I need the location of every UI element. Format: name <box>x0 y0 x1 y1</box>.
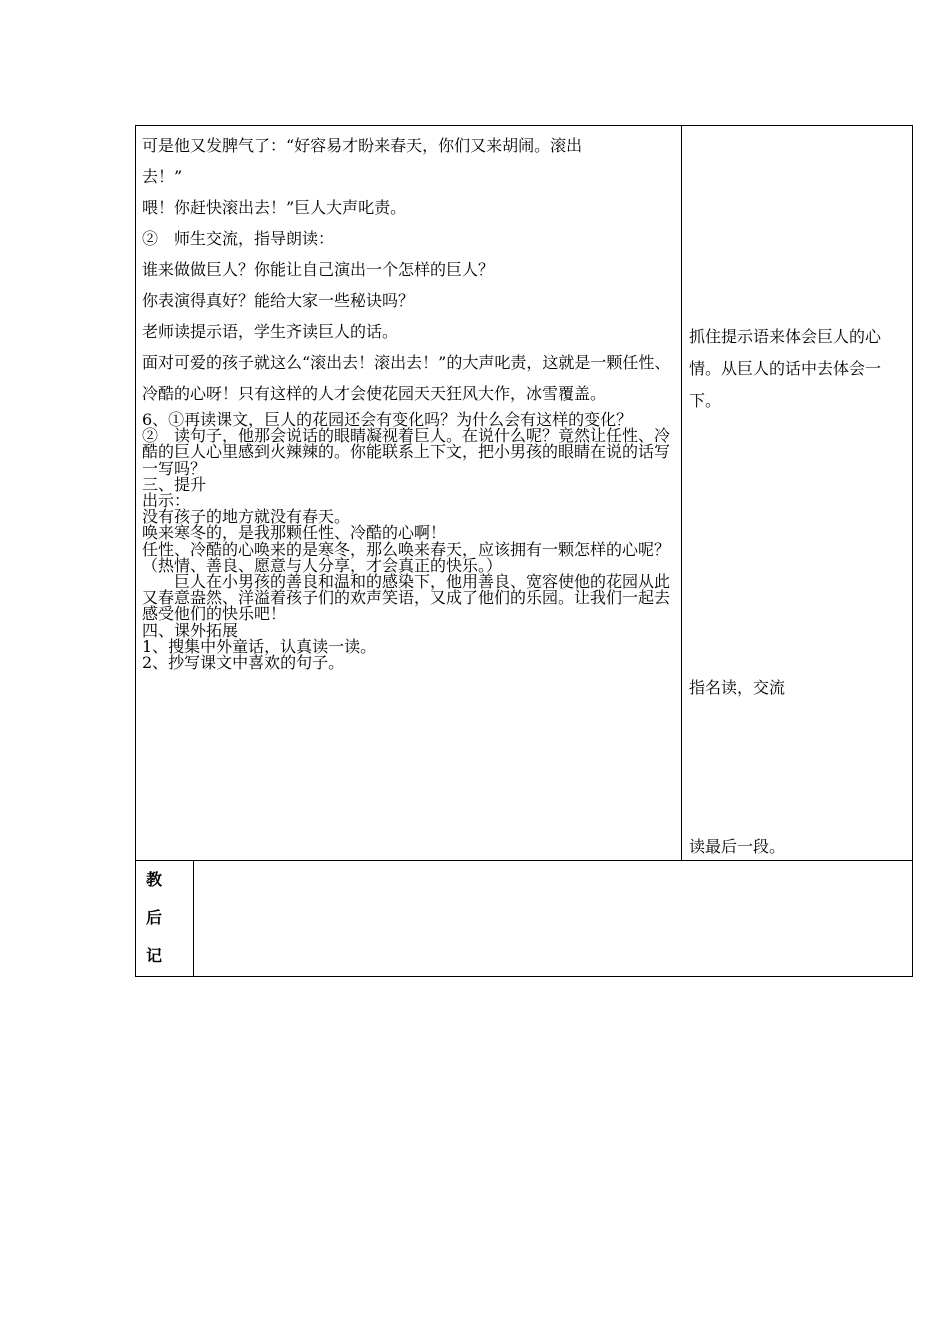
teaching-process-cell <box>142 130 676 671</box>
paragraph: 去！” <box>142 167 183 186</box>
section-heading: 四、课外拓展 <box>142 620 239 640</box>
post-lesson-notes-label <box>146 861 182 975</box>
dense-text-block <box>142 412 676 671</box>
lesson-plan-table <box>135 125 913 977</box>
post-lesson-notes-row <box>135 860 913 977</box>
paragraph: （热情、善良、愿意与人分享，才会真正的快乐。） <box>142 555 503 575</box>
paragraph: 谁来做做巨人？你能让自己演出一个怎样的巨人？ <box>142 260 495 279</box>
paragraph: 2、抄写课文中喜欢的句子。 <box>142 653 345 673</box>
paragraph: 6、①再读课文，巨人的花园还会有变化吗？为什么会有这样的变化？ <box>142 410 633 429</box>
label-char: 后 <box>146 908 163 927</box>
label-char: 记 <box>146 946 163 965</box>
paragraph: ② 师生交流，指导朗读： <box>142 229 335 248</box>
paragraph: 唤来寒冬的，是我那颗任性、冷酷的心啊！ <box>142 523 447 543</box>
paragraph: 喂！你赶快滚出去！”巨人大声叱责。 <box>142 198 407 217</box>
paragraph: 任性、冷酷的心唤来的是寒冬，那么唤来春天，应该拥有一颗怎样的心呢？ <box>142 539 671 559</box>
column-divider <box>193 861 194 976</box>
margin-note: 指名读，交流 <box>689 678 786 697</box>
section-heading: 三、提升 <box>142 474 207 494</box>
paragraph: 没有孩子的地方就没有春天。 <box>142 507 351 527</box>
paragraph: 出示： <box>142 491 191 511</box>
paragraph: 1、搜集中外童话，认真读一读。 <box>142 636 377 656</box>
paragraph: ② 读句子，他那会说话的眼睛凝视着巨人。在说什么呢？竟然让任性、冷酷的巨人心里感到火辣辣的。你能联系上下文，把小男孩的眼睛在说的话写一写吗？ <box>142 426 671 478</box>
paragraph: 可是他又发脾气了：“好容易才盼来春天，你们又来胡闹。滚出 <box>142 136 583 155</box>
paragraph: 你表演得真好？能给大家一些秘诀吗？ <box>142 291 415 310</box>
paragraph: 面对可爱的孩子就这么“滚出去！滚出去！”的大声叱责，这就是一颗任性、冷酷的心呀！只有这样的人才会使花园天天狂风大作，冰雪覆盖。 <box>142 353 671 403</box>
column-divider <box>681 126 682 860</box>
paragraph: 巨人在小男孩的善良和温和的感染下，他用善良、宽容使他的花园从此又春意盎然、洋溢着孩子们的欢声笑语，又成了他们的乐园。让我们一起去感受他们的快乐吧！ <box>142 572 671 624</box>
margin-note: 抓住提示语来体会巨人的心情。从巨人的话中去体会一下。 <box>689 327 882 410</box>
margin-note: 读最后一段。 <box>689 837 786 856</box>
paragraph: 老师读提示语，学生齐读巨人的话。 <box>142 322 399 341</box>
content-row <box>135 125 913 860</box>
label-char: 教 <box>146 870 163 889</box>
